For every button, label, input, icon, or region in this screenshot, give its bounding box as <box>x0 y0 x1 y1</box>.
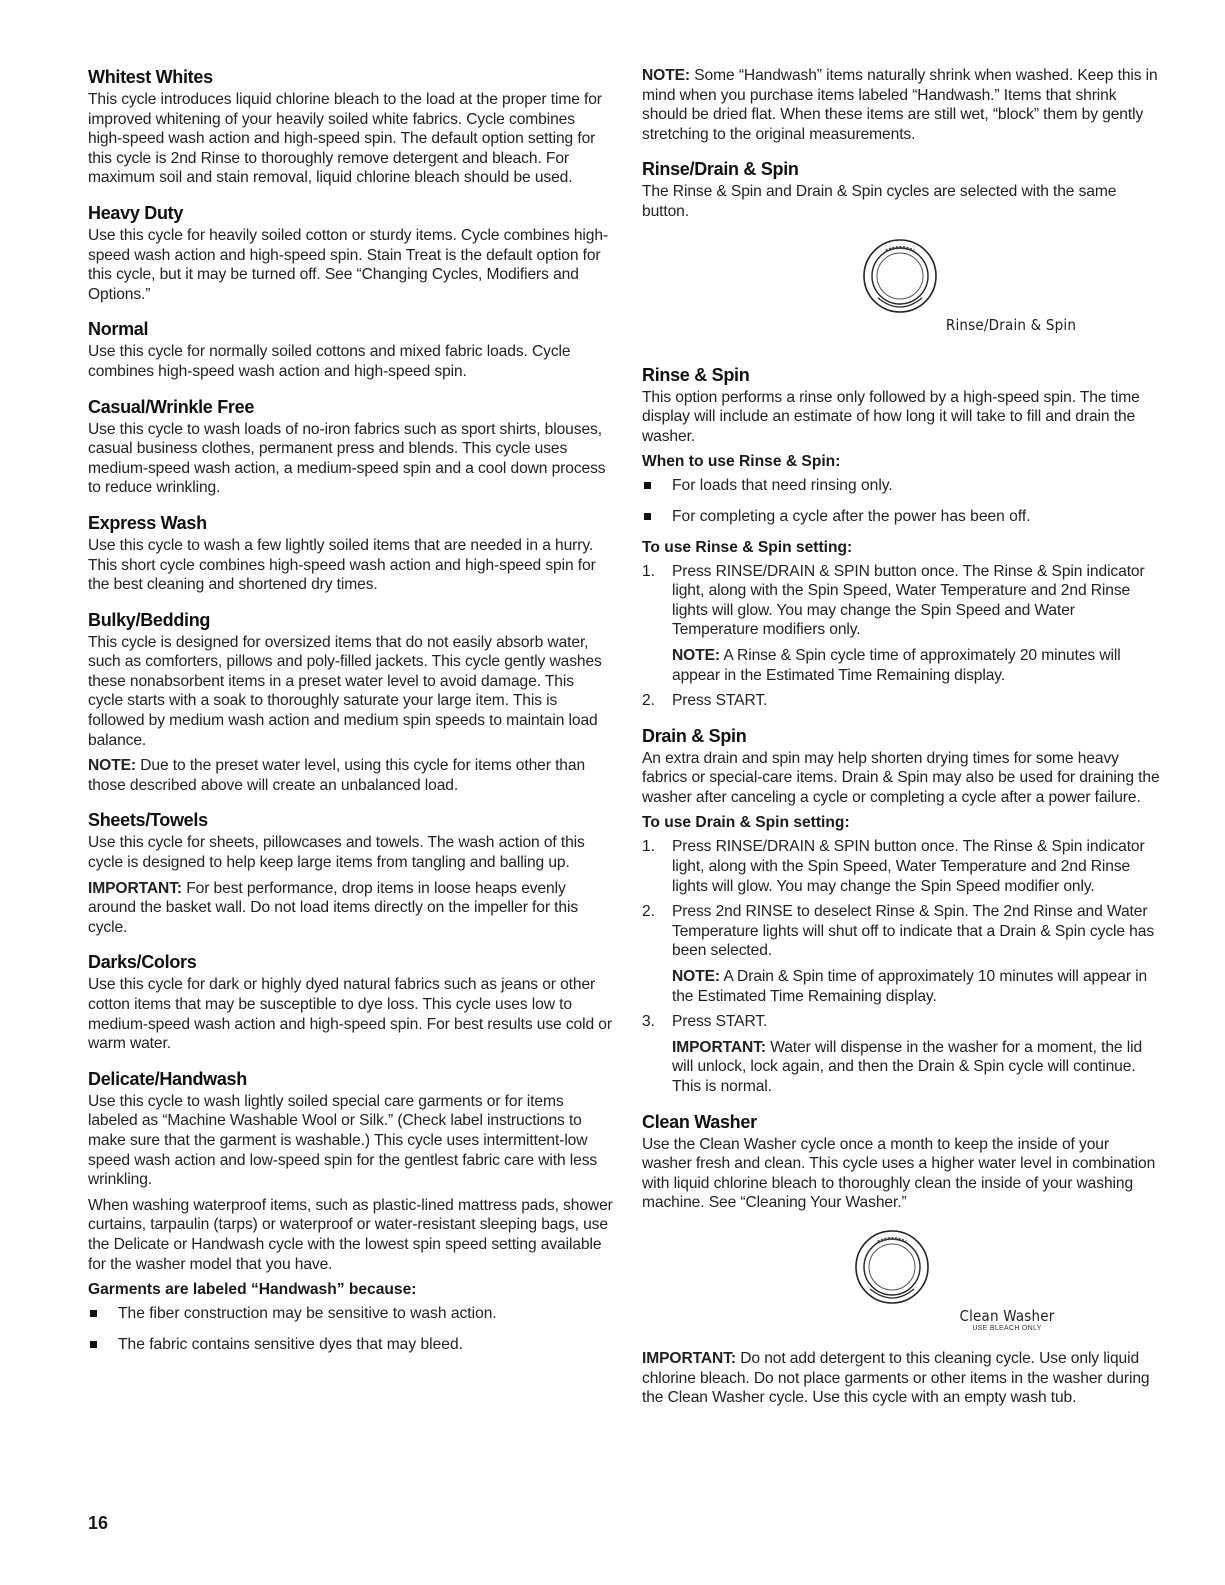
handwash-note <box>642 66 1162 144</box>
important-paragraph <box>642 1349 1162 1408</box>
page-number: 16 <box>88 1513 109 1533</box>
to-use-heading: To use Rinse & Spin setting: <box>642 538 853 556</box>
handwash-reasons-heading: Garments are labeled “Handwash” because: <box>88 1281 417 1299</box>
section-normal <box>88 318 613 381</box>
section-title: Casual/Wrinkle Free <box>88 396 255 417</box>
section-body-2: When washing waterproof items, such as plastic-lined mattress pads, shower curtains, tarpaulin (tarps) or waterproof or water-resistant sleeping bags, use the Delicate or Handwash cycle with the lowest spin speed setting available for the washer model that you have. <box>88 1196 613 1273</box>
important-paragraph <box>88 879 613 938</box>
section-delicate-handwash <box>88 1068 613 1355</box>
section-body: Use this cycle to wash loads of no-iron fabrics such as sport shirts, blouses, casual business clothes, permanent press and blends. This cycle uses medium-speed wash action, a medium-speed spin and a cool down process to reduce wrinkling. <box>88 420 606 497</box>
section-body: Use this cycle to wash a few lightly soiled items that are needed in a hurry. This short cycle combines high-speed wash action and high-speed spin for the best cleaning and shortened dry times. <box>88 536 596 594</box>
step-note <box>672 1038 1162 1097</box>
section-body: Use this cycle for heavily soiled cotton or sturdy items. Cycle combines high-speed wash action and high-speed spin. Stain Treat is the default option for this cycle, but it may be turned off. See “Changing Cycles, Modifiers and Options.” <box>88 226 608 303</box>
list-item: For completing a cycle after the power has been off. <box>642 507 1162 527</box>
section-casual-wrinkle-free <box>88 396 613 498</box>
important-text: For best performance, drop items in loose heaps evenly around the basket wall. Do not load items directly on the impeller for this cycle. <box>88 879 579 936</box>
section-title: Normal <box>88 319 149 340</box>
step-number: 2. <box>642 903 656 921</box>
right-column <box>642 66 1162 1422</box>
when-to-use-list <box>642 476 1162 526</box>
section-title: Rinse & Spin <box>642 364 750 385</box>
rinse-drain-spin-dial-figure <box>642 236 1162 334</box>
section-express-wash <box>88 512 613 595</box>
list-item: For loads that need rinsing only. <box>642 476 1162 496</box>
when-to-use-heading: When to use Rinse & Spin: <box>642 453 841 471</box>
note-text: Some “Handwash” items naturally shrink when washed. Keep this in mind when you purchase items labeled “Handwash.” Items that shrink should be dried flat. When these items are still wet, “block” them by gently stretching to the original measurements. <box>642 67 1158 143</box>
section-title: Delicate/Handwash <box>88 1068 247 1089</box>
step-item <box>642 837 1162 896</box>
rinse-spin-steps <box>642 562 1162 711</box>
step-item <box>642 562 1162 686</box>
section-body: Use this cycle for normally soiled cottons and mixed fabric loads. Cycle combines high-speed wash action and high-speed spin. <box>88 343 571 380</box>
important-label: IMPORTANT: <box>642 1349 736 1367</box>
step-number: 1. <box>642 562 656 580</box>
section-clean-washer <box>642 1111 1162 1408</box>
section-body: An extra drain and spin may help shorten drying times for some heavy fabrics or special-care items. Drain & Spin may also be used for draining the washer after canceling a cycle or completing a cycle after a power failure. <box>642 749 1160 806</box>
step-text: Press RINSE/DRAIN & SPIN button once. The Rinse & Spin indicator light, along with the Spin Speed, Water Temperature and 2nd Rinse lights will glow. You may change the Spin Speed and Water Temperature modifiers only. <box>672 562 1145 639</box>
section-title: Darks/Colors <box>88 952 197 973</box>
section-title: Whitest Whites <box>88 67 213 87</box>
note-label: NOTE: <box>672 968 721 986</box>
dial-knob-icon <box>860 236 940 316</box>
left-column <box>88 66 613 1368</box>
dial-label: Rinse/Drain & Spin <box>945 315 1077 334</box>
step-note <box>672 646 1162 685</box>
note-text: Due to the preset water level, using this cycle for items other than those described above will create an unbalanced load. <box>88 757 586 794</box>
list-item: The fiber construction may be sensitive to wash action. <box>88 1304 613 1324</box>
section-bulky-bedding <box>88 609 613 796</box>
step-note <box>672 967 1162 1006</box>
step-item <box>642 691 1162 711</box>
section-rinse-spin <box>642 364 1162 711</box>
section-body: This cycle introduces liquid chlorine bleach to the load at the proper time for improved whitening of your heavily soiled white fabrics. Cycle combines high-speed wash action and high-speed spin. The default option setting for this cycle is 2nd Rinse to thoroughly remove detergent and bleach. For maximum soil and stain removal, liquid chlorine bleach should be used. <box>88 91 602 187</box>
section-body: Use this cycle for sheets, pillowcases and towels. The wash action of this cycle is designed to help keep large items from tangling and balling up. <box>88 834 585 872</box>
note-text: A Rinse & Spin cycle time of approximately 20 minutes will appear in the Estimated Time Remaining display. <box>672 646 1121 684</box>
note-label: NOTE: <box>88 757 137 775</box>
section-title: Clean Washer <box>642 1111 757 1132</box>
to-use-heading: To use Drain & Spin setting: <box>642 814 850 832</box>
section-title: Express Wash <box>88 512 207 533</box>
section-title: Rinse/Drain & Spin <box>642 159 799 180</box>
section-drain-spin <box>642 725 1162 1097</box>
note-paragraph <box>88 756 613 795</box>
section-body: Use this cycle for dark or highly dyed natural fabrics such as jeans or other cotton items that may be susceptible to dye loss. This cycle uses low to medium-speed wash action and high-speed spin. For best results use cold or warm water. <box>88 976 612 1053</box>
section-body: Use this cycle to wash lightly soiled special care garments or for items labeled as “Machine Washable Wool or Silk.” (Check label instructions to make sure that the garment is washable.) This cycle uses intermittent-low speed wash action and low-speed spin for the gentlest fabric care with less wrinkling. <box>88 1092 598 1189</box>
section-body: This option performs a rinse only followed by a high-speed spin. The time display will include an estimate of how long it will take to fill and drain the washer. <box>642 388 1140 445</box>
list-item: The fabric contains sensitive dyes that may bleed. <box>88 1335 613 1355</box>
dial-label: Clean Washer <box>959 1306 1055 1325</box>
step-item <box>642 1012 1162 1096</box>
note-label: NOTE: <box>642 67 691 84</box>
section-body: This cycle is designed for oversized items that do not easily absorb water, such as comforters, pillows and poly-filled jackets. This cycle gently washes these nonabsorbent items in a preset water level to avoid damage. This cycle starts with a soak to thoroughly saturate your large item. This is followed by medium wash action and medium spin speeds to maintain load balance. <box>88 633 602 749</box>
section-whitest-whites <box>88 66 613 188</box>
step-item <box>642 902 1162 1006</box>
step-number: 1. <box>642 838 656 856</box>
dial-knob-icon <box>852 1227 932 1307</box>
dial-sublabel: USE BLEACH ONLY <box>972 1324 1042 1332</box>
step-number: 2. <box>642 692 656 710</box>
section-title: Heavy Duty <box>88 202 184 223</box>
step-text: Press START. <box>672 1013 768 1031</box>
note-label: IMPORTANT: <box>672 1038 766 1056</box>
section-heavy-duty <box>88 202 613 304</box>
section-title: Sheets/Towels <box>88 810 208 831</box>
section-body: Use the Clean Washer cycle once a month to keep the inside of your washer fresh and clean. This cycle uses a higher water level in combination with liquid chlorine bleach to thoroughly clean the inside of your washing machine. See “Cleaning Your Washer.” <box>642 1135 1156 1212</box>
step-text: Press START. <box>672 692 768 710</box>
step-text: Press 2nd RINSE to deselect Rinse & Spin. The 2nd Rinse and Water Temperature lights will shut off to indicate that a Drain & Spin cycle has been selected. <box>672 903 1155 960</box>
step-text: Press RINSE/DRAIN & SPIN button once. The Rinse & Spin indicator light, along with the Spin Speed, Water Temperature and 2nd Rinse lights will glow. You may change the Spin Speed modifier only. <box>672 838 1145 895</box>
section-rinse-drain-spin <box>642 158 1162 333</box>
drain-spin-steps <box>642 837 1162 1096</box>
note-label: NOTE: <box>672 646 721 664</box>
note-text: Water will dispense in the washer for a moment, the lid will unlock, lock again, and then the Drain & Spin cycle will continue. This is normal. <box>672 1038 1143 1095</box>
handwash-reasons-list <box>88 1304 613 1354</box>
note-text: A Drain & Spin time of approximately 10 minutes will appear in the Estimated Time Remaining display. <box>672 968 1148 1005</box>
section-body: The Rinse & Spin and Drain & Spin cycles are selected with the same button. <box>642 183 1117 220</box>
note-paragraph <box>642 66 1162 144</box>
important-text: Do not add detergent to this cleaning cycle. Use only liquid chlorine bleach. Do not place garments or other items in the washer during the Clean Washer cycle. Use this cycle with an empty wash tub. <box>642 1349 1150 1407</box>
important-label: IMPORTANT: <box>88 879 182 897</box>
section-title: Bulky/Bedding <box>88 609 211 630</box>
section-darks-colors <box>88 951 613 1053</box>
section-title: Drain & Spin <box>642 725 747 746</box>
section-sheets-towels <box>88 809 613 937</box>
step-number: 3. <box>642 1013 656 1031</box>
clean-washer-dial-figure <box>642 1227 1162 1333</box>
